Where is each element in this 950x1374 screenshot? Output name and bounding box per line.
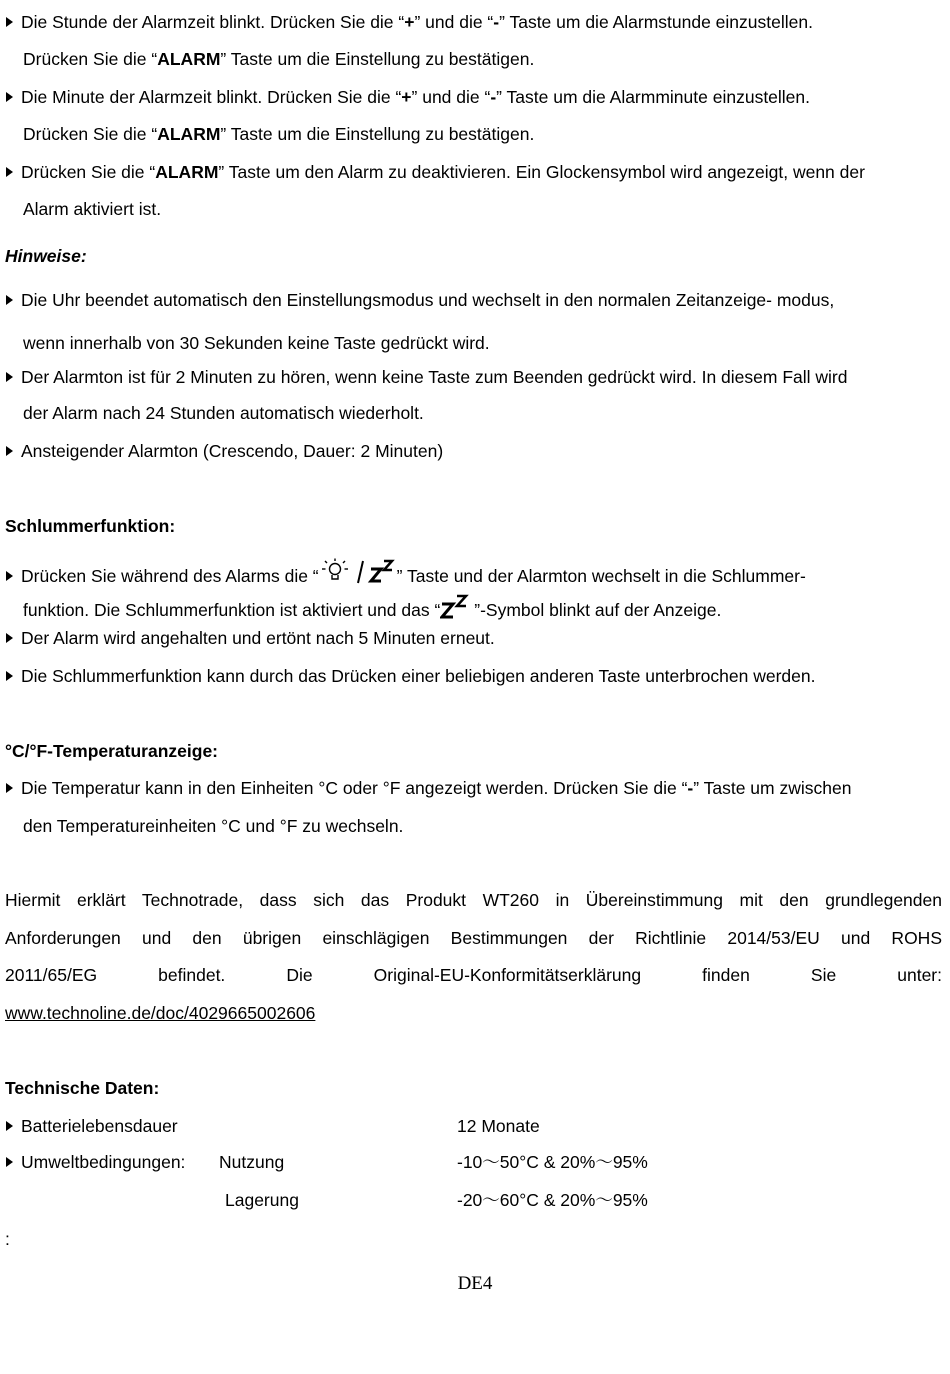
- spec-use-label: Nutzung: [219, 1152, 285, 1172]
- snooze-bullet-2: Der Alarm wird angehalten und ertönt nach 5 Minuten erneut.: [5, 627, 942, 649]
- bullet-triangle-icon: [6, 633, 13, 643]
- conformity-link[interactable]: www.technoline.de/doc/4029665002606: [5, 1003, 316, 1023]
- spec-env-label: Umweltbedingungen:: [21, 1152, 186, 1172]
- snooze-heading: Schlummerfunktion:: [5, 516, 176, 536]
- note-crescendo: Ansteigender Alarmton (Crescendo, Dauer: 2 Minuten): [5, 440, 942, 462]
- snooze-zz-icon: [440, 594, 474, 620]
- spec-storage-label: Lagerung: [225, 1190, 299, 1210]
- light-snooze-button-icon: [319, 558, 397, 586]
- bullet-triangle-icon: [6, 295, 13, 305]
- spec-use-value: -10～50°C & 20%～95%: [457, 1152, 648, 1172]
- bullet-triangle-icon: [6, 671, 13, 681]
- alarm-minute-bullet-line2: Drücken Sie die “ALARM” Taste um die Einstellung zu bestätigen.: [23, 124, 535, 144]
- bullet-triangle-icon: [6, 167, 13, 177]
- snooze-bullet-1-line2: funktion. Die Schlummerfunktion ist aktiviert und das “ ”-Symbol blinkt auf der Anzeige.: [23, 594, 942, 621]
- stray-colon: :: [5, 1229, 10, 1249]
- bullet-triangle-icon: [6, 446, 13, 456]
- spec-battery-label: Batterielebensdauer: [21, 1116, 178, 1136]
- bullet-triangle-icon: [6, 1121, 13, 1131]
- note-auto-exit: Die Uhr beendet automatisch den Einstellungsmodus und wechselt in den normalen Zeitanzeige- modus,: [5, 289, 942, 311]
- temperature-bullet-line2: den Temperatureinheiten °C und °F zu wechseln.: [23, 816, 404, 836]
- notes-heading: Hinweise:: [5, 246, 87, 266]
- bullet-triangle-icon: [6, 571, 13, 581]
- temperature-bullet: Die Temperatur kann in den Einheiten °C oder °F angezeigt werden. Drücken Sie die “-” Taste um zwischen: [5, 777, 942, 799]
- bullet-triangle-icon: [6, 92, 13, 102]
- conformity-line-3: 2011/65/EG befindet. Die Original-EU-Konformitätserklärung finden Sie unter:: [5, 965, 942, 985]
- specs-heading: Technische Daten:: [5, 1078, 160, 1098]
- snooze-bullet-1: Drücken Sie während des Alarms die “ ” Taste und der Alarmton wechselt in die Schlummer-: [5, 558, 942, 587]
- conformity-line-1: Hiermit erklärt Technotrade, dass sich das Produkt WT260 in Übereinstimmung mit den grundlegenden: [5, 890, 942, 910]
- bullet-triangle-icon: [6, 372, 13, 382]
- alarm-deactivate-bullet: Drücken Sie die “ALARM” Taste um den Alarm zu deaktivieren. Ein Glockensymbol wird angezeigt, wenn der: [5, 161, 942, 183]
- alarm-hour-bullet-line2: Drücken Sie die “ALARM” Taste um die Einstellung zu bestätigen.: [23, 49, 535, 69]
- alarm-hour-bullet: Die Stunde der Alarmzeit blinkt. Drücken Sie die “+” und die “-” Taste um die Alarmstunde einzustellen.: [5, 11, 942, 33]
- conformity-line-2: Anforderungen und den übrigen einschlägigen Bestimmungen der Richtlinie 2014/53/EU und ROHS: [5, 928, 942, 948]
- spec-storage-value: -20～60°C & 20%～95%: [457, 1190, 648, 1210]
- snooze-zz-icon: [371, 561, 392, 581]
- conformity-link-row: [5, 1002, 942, 1024]
- bullet-triangle-icon: [6, 1157, 13, 1167]
- alarm-minute-bullet: Die Minute der Alarmzeit blinkt. Drücken Sie die “+” und die “-” Taste um die Alarmminute einzustellen.: [5, 86, 942, 108]
- note-auto-exit-line2: wenn innerhalb von 30 Sekunden keine Taste gedrückt wird.: [23, 333, 490, 353]
- spec-battery-value: 12 Monate: [457, 1116, 540, 1136]
- bullet-triangle-icon: [6, 783, 13, 793]
- snooze-bullet-3: Die Schlummerfunktion kann durch das Drücken einer beliebigen anderen Taste unterbrochen werden.: [5, 665, 942, 687]
- note-alarm-duration-line2: der Alarm nach 24 Stunden automatisch wiederholt.: [23, 403, 424, 423]
- note-alarm-duration: Der Alarmton ist für 2 Minuten zu hören, wenn keine Taste zum Beenden gedrückt wird. In diesem Fall wird: [5, 366, 942, 388]
- temperature-heading: °C/°F-Temperaturanzeige:: [5, 741, 219, 761]
- alarm-deactivate-bullet-line2: Alarm aktiviert ist.: [23, 199, 162, 219]
- light-bulb-icon: [322, 559, 348, 580]
- page-number: DE4: [457, 1273, 493, 1294]
- bullet-triangle-icon: [6, 17, 13, 27]
